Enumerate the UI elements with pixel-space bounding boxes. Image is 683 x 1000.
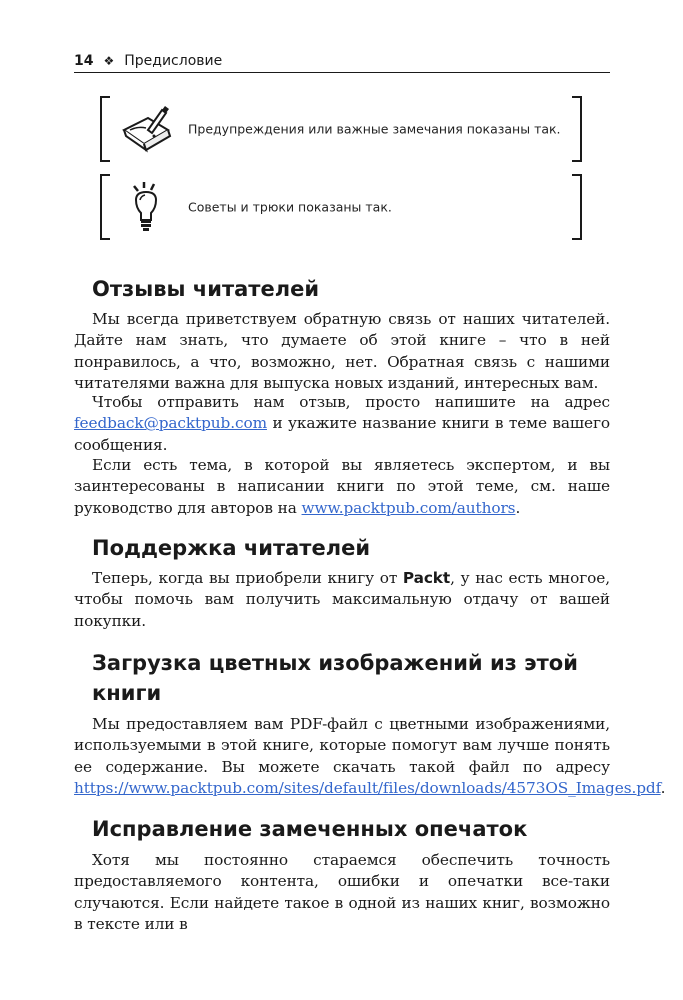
running-header [74,50,610,73]
paragraph: Если есть тема, в которой вы являетесь экспертом, и вы заинтересованы в написании книги по этой теме, см. наше руководство для авторов на www.packtpub.com/authors. [74,456,610,517]
paragraph: Мы предоставляем вам PDF-файл с цветными изображениями, используемыми в этой книге, которые помогут вам лучше понять ее содержание. Вы можете скачать такой файл по адресу https://www.packtpub.com/sites/default/files/downloads/4573OS_Images.pdf. [74,715,666,797]
right-bracket [572,96,582,162]
warning-note-icon [118,100,174,156]
authors-link[interactable]: www.packtpub.com/authors [301,498,516,517]
warning-note-box [100,96,582,162]
paragraph: Мы всегда приветствуем обратную связь от наших читателей. Дайте нам знать, что думаете об этой книге – что в ней понравилось, а что, возможно, нет. Обратная связь с нашими читателями важна для выпуска новых изданий, интересных вам. [74,310,610,392]
images-download-link[interactable]: https://www.packtpub.com/sites/default/files/downloads/4573OS_Images.pdf [74,778,661,797]
feedback-email-link[interactable]: feedback@packtpub.com [74,414,267,433]
section-heading: Поддержка читателей [92,536,371,560]
left-bracket [100,96,110,162]
header-title: Предисловие [124,53,223,69]
page-number: 14 [74,53,94,69]
paragraph: Теперь, когда вы приобрели книгу от Packt, у нас есть многое, чтобы помочь вам получить максимальную отдачу от вашей покупки. [74,569,610,630]
diamond-separator-icon: ❖ [103,54,115,68]
section-heading: Исправление замеченных опечаток [92,817,528,841]
paragraph: Хотя мы постоянно стараемся обеспечить точность предоставляемого контента, ошибки и опечатки все-таки случаются. Если найдете такое в одной из наших книг, возможно в тексте или в [74,851,610,933]
note-text: Предупреждения или важные замечания показаны так. [188,121,561,137]
section-heading: Загрузка цветных изображений из этой книги [92,651,578,705]
lightbulb-tip-icon [118,178,174,234]
left-bracket [100,174,110,240]
tip-note-box [100,174,582,240]
paragraph: Чтобы отправить нам отзыв, просто напишите на адрес feedback@packtpub.com и укажите название книги в теме вашего сообщения. [74,393,610,454]
right-bracket [572,174,582,240]
note-text: Советы и трюки показаны так. [188,199,392,215]
section-heading: Отзывы читателей [92,277,320,301]
